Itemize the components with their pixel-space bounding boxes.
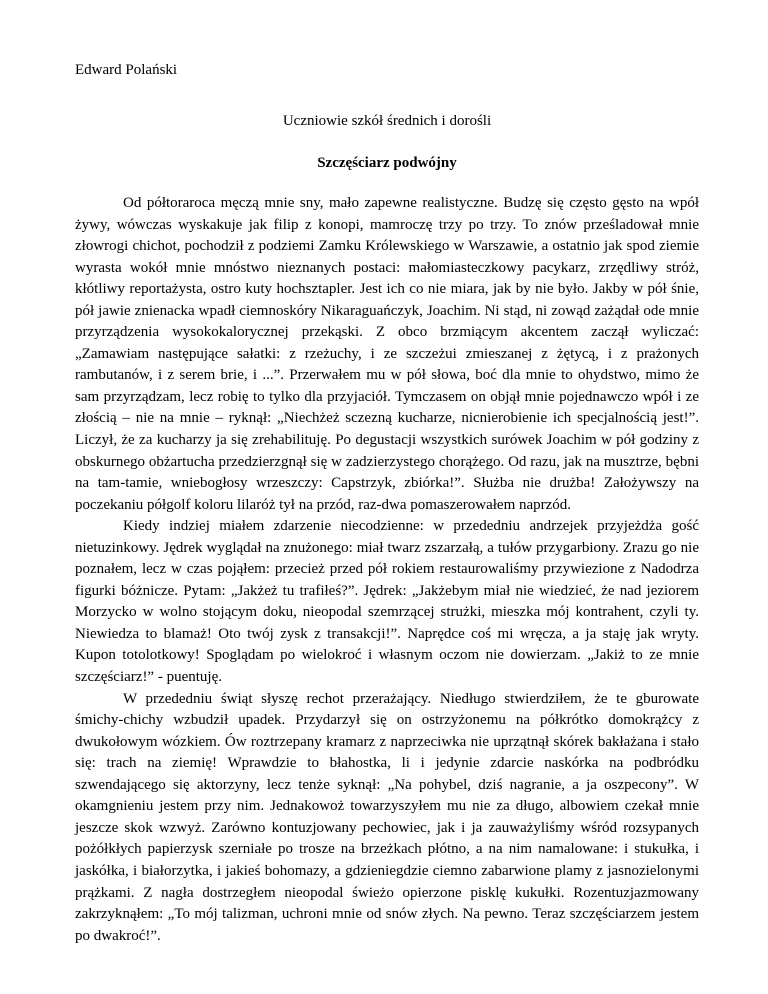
paragraph: W przededniu świąt słyszę rechot przerażający. Niedługo stwierdziłem, że te gburowate śmichy-chichy wzbudził upadek. Przydarzył się on ostrzyżonemu na półkrótko domokrążcy z dwukołowym wózkiem. Ów roztrzepany kramarz z naprzeciwka nie uprzątnął skórek bakłażana i stało się: trach na ziemię! Wprawdzie to błahostka, li i jedynie zdarcie naskórka na podbródku szwendającego się aktorzyny, lecz tenże syknął: „Na pohybel, dziś nagranie, a ja oszpecony”. W okamgnieniu jestem przy nim. Jednakowoż towarzyszyłem mu nie za długo, albowiem czekał mnie jeszcze skok wzwyż. Zarówno kontuzjowany pechowiec, jak i ja zauważyliśmy wśród rozsypanych pożółkłych papierzysk szerniałe po trosze na brzeżkach płótno, a na nim namalowane: i stukułka, i jaskółka, i białorzytka, i jakieś bohomazy, a gdzieniegdzie ciemno zabarwione plamy z jasnozielonymi prążkami. Z nagła dostrzegłem nieopodal świeżo opierzone pisklę kukułki. Rozentuzjazmowany zakrzyknąłem: „To mój talizman, uchroni mnie od snów złych. Na pewno. Teraz szczęściarzem jestem po dwakroć!”. [75,690,699,944]
body-text [75,193,699,947]
audience-line: Uczniowie szkół średnich i dorośli [282,113,492,129]
document-title: Szczęściarz podwójny [317,155,457,171]
author-name: Edward Polański [75,62,178,78]
paragraph: Kiedy indziej miałem zdarzenie niecodzienne: w przededniu andrzejek przyjeżdża gość nietuzinkowy. Jędrek wyglądał na znużonego: miał twarz zszarzałą, a tułów przygarbiony. Zrazu go nie poznałem, lecz w czas pojąłem: przecież przed pół rokiem restaurowaliśmy przywiezione z Nadodrza figurki bóżnicze. Pytam: „Jakżeż tu trafiłeś?”. Jędrek: „Jakżebym miał nie wiedzieć, że nad jeziorem Morzycko w wolno stojącym doku, nieopodal szemrzącej strużki, mieszka mój kontrahent, czyli ty. Niewiedza to blamaż! Oto twój zysk z transakcji!”. Naprędce coś mi wręcza, a ja staję jak wryty. Kupon totolotkowy! Spoglądam po wielokroć i własnym oczom nie dowierzam. „Jakiż to ze mnie szczęściarz!” - puentuję. [75,518,699,686]
paragraph: Od półtoraroca męczą mnie sny, mało zapewne realistyczne. Budzę się często gęsto na wpół żywy, wówczas wyskakuje jak filip z konopi, mamroczę trzy po trzy. To znów prześladował mnie złowrogi chichot, pochodził z podziemi Zamku Królewskiego w Warszawie, a ostatnio jak spod ziemie wyrasta wokół mnie mnóstwo nieznanych postaci: małomiasteczkowy pacykarz, zrzędliwy stróż, kłótliwy reportażysta, ostro kuty hochsztapler. Jest ich co nie miara, jak by nie było. Jakby w pół śnie, pół jawie znienacka wpadł ciemnoskóry Nikaraguańczyk, Joachim. Ni stąd, ni zowąd zażądał ode mnie przyrządzenia wysokokalorycznej przekąski. Z obco brzmiącym akcentem zaczął wyliczać: „Zamawiam następujące sałatki: z rzeżuchy, i ze szczeżui zmieszanej z żętycą, i z prażonych rambutanów, i z serem brie, i ...”. Przerwałem mu w pół słowa, boć dla mnie to ohydstwo, mimo że sam przyrządzam, lecz robię to tylko dla przyjaciół. Tymczasem on objął mnie pojednawczo wpół i ze złością – nie na mnie – ryknął: „Niechżeż sczezną kucharze, nicnierobienie ich specjalnością jest!”. Liczył, że za kucharzy ja się zrehabilituję. Po degustacji wszystkich surówek Joachim w pół godziny z obskurnego obżartucha przedzierzgnął się w zadzierzystego chorążego. Od razu, jak na musztrze, bębni na tam-tamie, wniebogłosy wrzeszczy: Capstrzyk, zbiórka!”. Służba nie drużba! Założywszy na poczekaniu półgolf koloru lilaróż tył na przód, raz-dwa pomaszerowałem naprzód. [75,195,699,513]
document-page [75,59,699,947]
